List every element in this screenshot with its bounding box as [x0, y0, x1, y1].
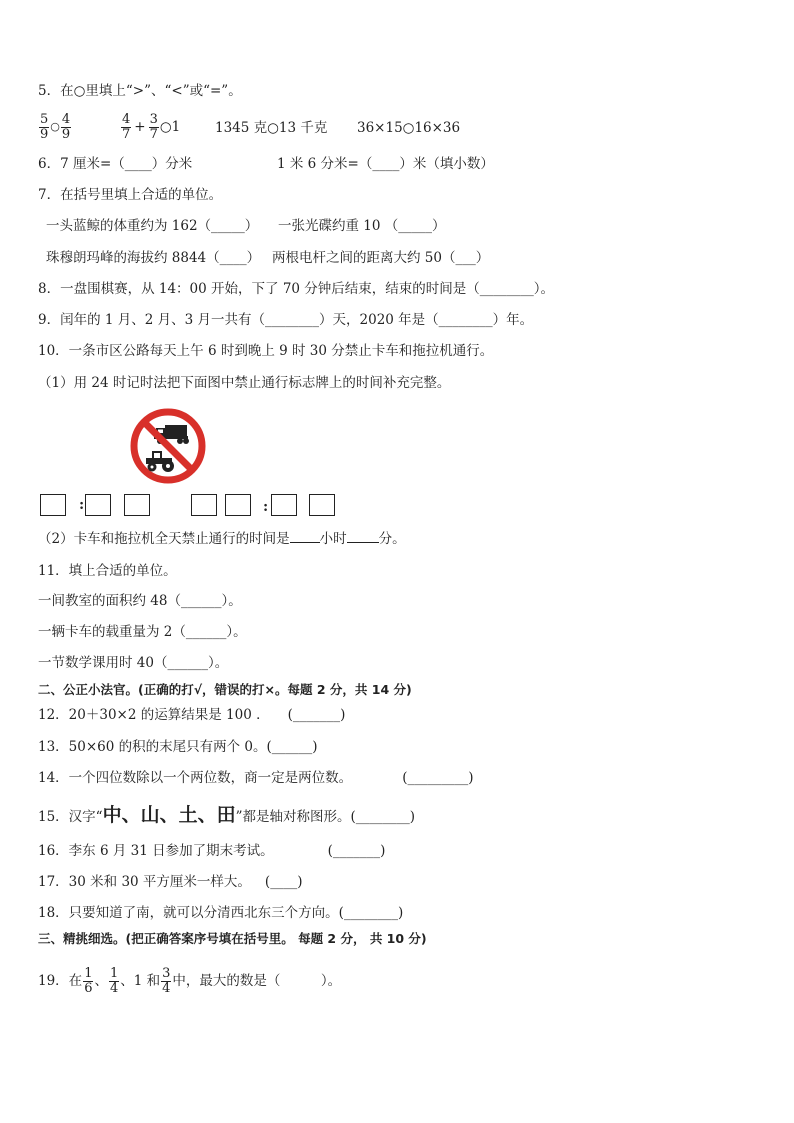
q5-item3[interactable]: 1345 克○13 千克	[215, 120, 328, 136]
q10-sub1: （1）用 24 时记时法把下面图中禁止通行标志牌上的时间补充完整。	[38, 375, 451, 391]
fraction: $\frac{1}{4}$	[109, 965, 119, 996]
q6-part1[interactable]: 6．7 厘米=（____）分米	[38, 156, 193, 172]
answer-blank[interactable]: (____)	[264, 874, 303, 890]
section-3-heading: 三、精挑细选。(把正确答案序号填在括号里。 每题 2 分， 共 10 分)	[38, 931, 427, 946]
q7-b[interactable]: 一张光碟约重 10 （_____）	[278, 218, 446, 234]
fraction: $\frac{4}{9}$	[61, 111, 71, 142]
q10-sub2: （2）卡车和拖拉机全天禁止通行的时间是 小时 分。	[38, 531, 406, 547]
fraction: $\frac{3}{4}$	[162, 965, 171, 996]
time-digit-box[interactable]	[271, 494, 297, 516]
time-digit-box[interactable]	[40, 494, 66, 516]
q6-part2[interactable]: 1 米 6 分米=（____）米（填小数）	[277, 156, 494, 172]
fraction: $\frac{3}{7}$	[149, 111, 158, 142]
hours-blank[interactable]	[290, 542, 320, 543]
compare-circle[interactable]: ○1	[159, 119, 181, 135]
q8[interactable]: 8．一盘围棋赛，从 14：00 开始，下了 70 分钟后结束，结束的时间是（________）。	[38, 281, 555, 297]
q10-title: 10．一条市区公路每天上午 6 时到晚上 9 时 30 分禁止卡车和拖拉机通行。	[38, 343, 494, 359]
answer-blank[interactable]: (_________)	[402, 770, 474, 786]
time-digit-box[interactable]	[85, 494, 111, 516]
q13[interactable]: 13．50×60 的积的末尾只有两个 0。(______)	[38, 739, 318, 755]
answer-blank[interactable]: ”都是轴对称图形。(________)	[235, 809, 416, 825]
fraction: $\frac{4}{7}$	[122, 111, 131, 142]
q5-item1	[38, 108, 72, 146]
time-digit-box[interactable]	[191, 494, 217, 516]
q7-d[interactable]: 两根电杆之间的距离大约 50（___）	[272, 250, 490, 266]
q7-a[interactable]: 一头蓝鲸的体重约为 162（_____）	[46, 218, 259, 234]
q11-c[interactable]: 一节数学课用时 40（______）。	[38, 655, 229, 671]
q18[interactable]: 18．只要知道了南，就可以分清西北东三个方向。(________)	[38, 905, 404, 921]
answer-blank[interactable]: (_______)	[327, 843, 386, 859]
answer-blank[interactable]: (_______)	[287, 707, 346, 723]
q17: 17．30 米和 30 平方厘米一样大。 (____)	[38, 874, 303, 890]
q5-item4[interactable]: 36×15○16×36	[357, 120, 461, 136]
time-colon: :	[263, 499, 269, 515]
fraction: $\frac{5}{9}$	[40, 111, 49, 142]
q5-title: 5．在○里填上“>”、“<”或“=”。	[38, 83, 242, 99]
section-2-heading: 二、公正小法官。(正确的打√，错误的打×。每题 2 分，共 14 分)	[38, 682, 412, 697]
minutes-blank[interactable]	[347, 542, 379, 543]
time-digit-box[interactable]	[225, 494, 251, 516]
chinese-chars: 中、山、土、田	[102, 804, 236, 826]
q5-item2: $\frac{4}{7}$ + $\frac{3}{7}$ ○1	[122, 111, 181, 142]
q14: 14．一个四位数除以一个两位数，商一定是两位数。 (_________)	[38, 770, 474, 786]
q11-a[interactable]: 一间教室的面积约 48（______）。	[38, 593, 242, 609]
time-digit-box[interactable]	[124, 494, 150, 516]
q19: 19．在 $\frac{1}{6}$ 、 $\frac{1}{4}$ 、1 和 $\frac{3}{4}$ 中，最大的数是（ ）。	[38, 965, 342, 996]
q16: 16．李东 6 月 31 日参加了期末考试。 (_______)	[38, 843, 386, 859]
q12: 12．20＋30×2 的运算结果是 100 ． (_______)	[38, 707, 346, 723]
q7-c[interactable]: 珠穆朗玛峰的海拔约 8844（____）	[46, 250, 261, 266]
q11-title: 11．填上合适的单位。	[38, 563, 177, 579]
time-colon: :	[79, 497, 85, 513]
no-truck-tractor-sign-icon	[128, 406, 208, 486]
answer-blank[interactable]: 中，最大的数是（ ）。	[172, 973, 342, 989]
time-digit-box[interactable]	[309, 494, 335, 516]
q9[interactable]: 9．闰年的 1 月、2 月、3 月一共有（________）天，2020 年是（________）年。	[38, 312, 534, 328]
q11-b[interactable]: 一辆卡车的载重量为 2（______）。	[38, 624, 247, 640]
q7-title: 7．在括号里填上合适的单位。	[38, 187, 223, 203]
compare-circle[interactable]: ○	[50, 120, 60, 133]
q15: 15．汉字“中、山、土、田”都是轴对称图形。(________)	[38, 804, 416, 826]
fraction: $\frac{1}{6}$	[84, 965, 93, 996]
